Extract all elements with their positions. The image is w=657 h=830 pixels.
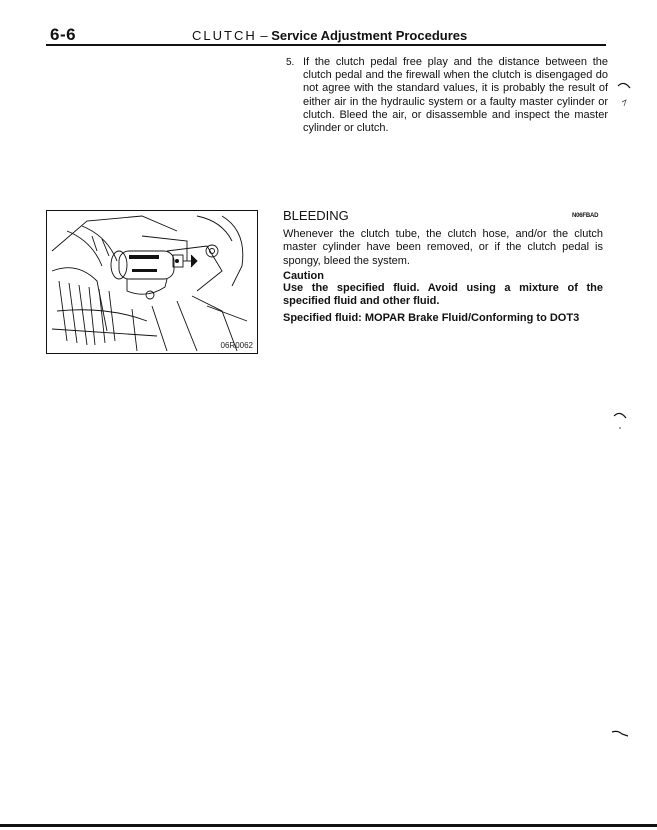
figure-code: 06R0062 (220, 341, 253, 350)
margin-mark-icon (616, 78, 634, 110)
title-separator: – (256, 28, 272, 43)
bleeding-body: Whenever the clutch tube, the clutch hose, and/or the clutch master cylinder have been removed, or if the clutch pedal is spongy, bleed the system. (283, 228, 603, 267)
section-code: N06FBAD (572, 213, 599, 219)
page-title (192, 28, 467, 43)
caution-label: Caution (283, 270, 324, 282)
header-rule (46, 44, 606, 46)
caution-text: Use the specified fluid. Avoid using a mixture of the specified fluid and other fluid. (283, 282, 603, 308)
page-number: 6-6 (50, 25, 77, 44)
section-title: CLUTCH (192, 28, 257, 43)
step-5 (286, 56, 608, 135)
footer-rule (0, 824, 657, 827)
specified-fluid: Specified fluid: MOPAR Brake Fluid/Conforming to DOT3 (283, 312, 580, 324)
illustration-drawing (47, 211, 257, 353)
subsection-title: Service Adjustment Procedures (271, 28, 468, 43)
step-number: 5. (286, 57, 295, 68)
margin-mark-icon (612, 410, 628, 432)
step-text: If the clutch pedal free play and the distance between the clutch pedal and the firewall when the clutch is disengaged do not agree with the standard values, it is probably the result of either air in the hydraulic system or a faulty master cylinder or clutch. Bleed the air, or disassemble and inspect the master cylinder or clutch. (303, 56, 608, 135)
bleeding-heading: BLEEDING (283, 208, 349, 223)
margin-mark-icon (610, 728, 630, 740)
bleeder-illustration (46, 210, 258, 354)
